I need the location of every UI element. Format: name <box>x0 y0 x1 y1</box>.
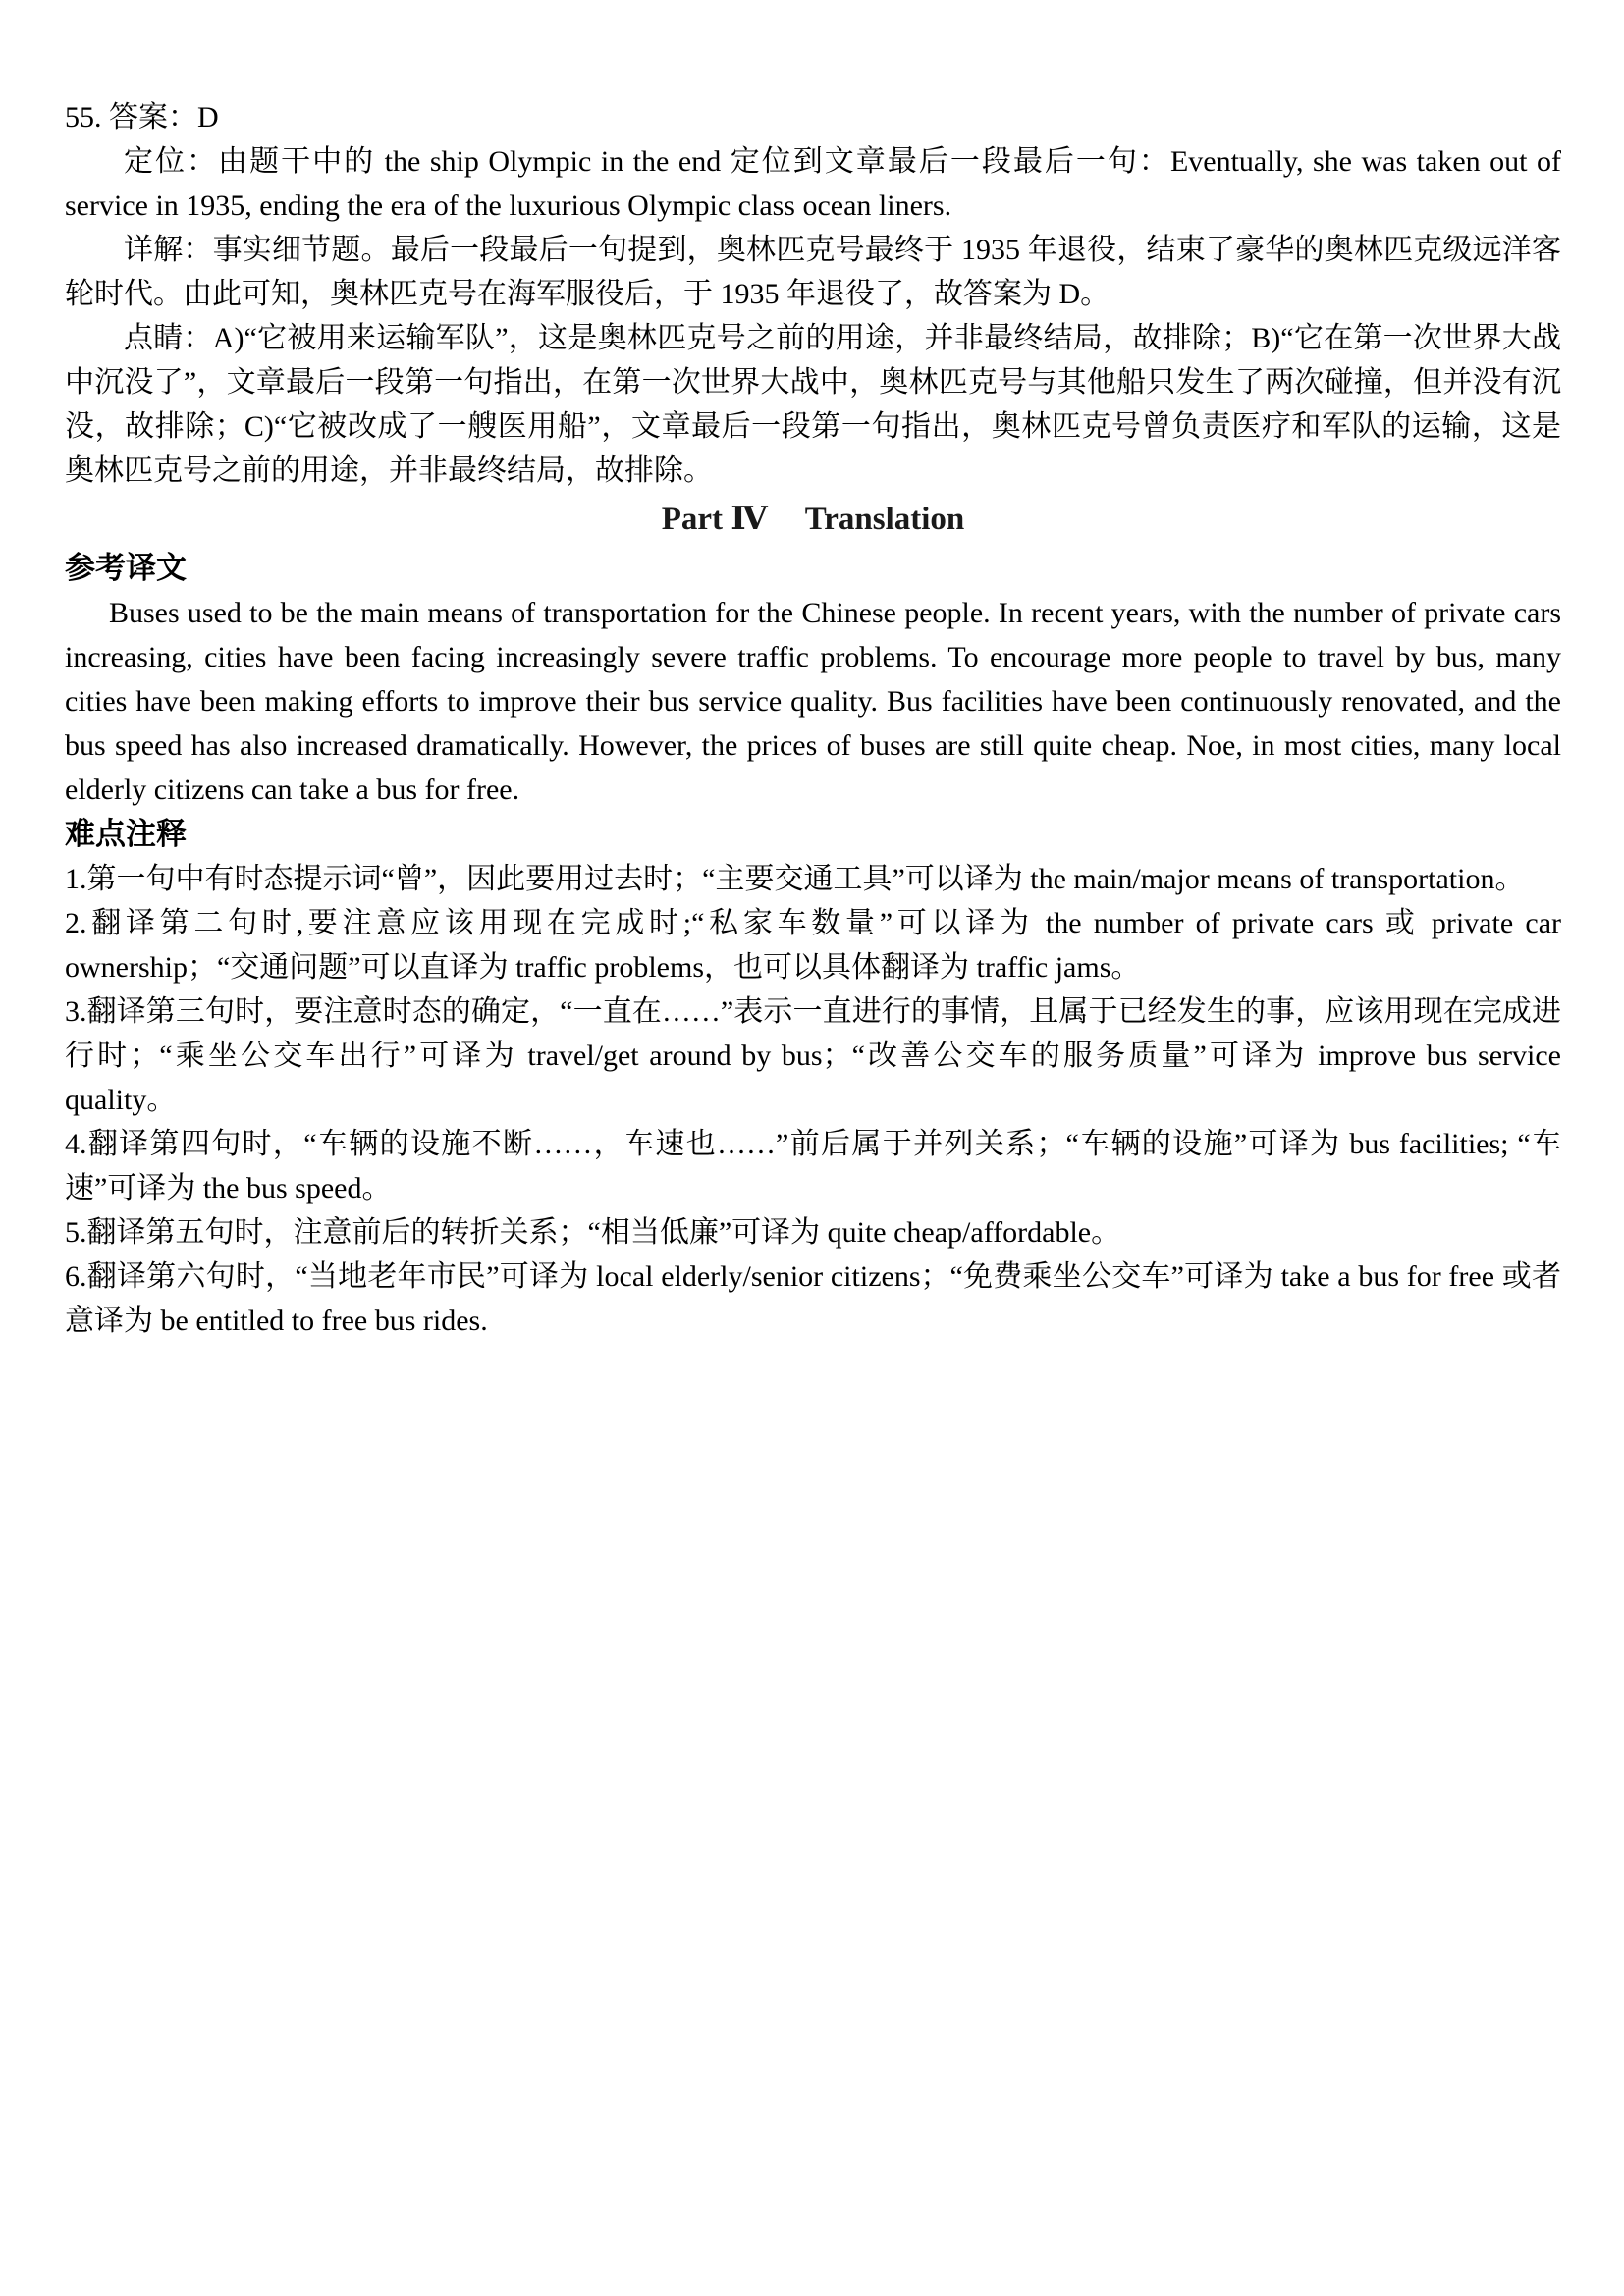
tip-paragraph: 点睛：A)“它被用来运输军队”，这是奥林匹克号之前的用途，并非最终结局，故排除；B)“它在第一次世界大战中沉没了”，文章最后一段第一句指出，在第一次世界大战中，奥林匹克号与其他船只发生了两次碰撞，但并没有沉没，故排除；C)“它被改成了一艘医用船”，文章最后一段第一句指出，奥林匹克号曾负责医疗和军队的运输，这是奥林匹克号之前的用途，并非最终结局，故排除。 <box>65 322 1561 487</box>
notes-heading: 难点注释 <box>65 817 187 851</box>
part-heading <box>65 495 1561 544</box>
locate-paragraph: 定位：由题干中的 the ship Olympic in the end 定位到文章最后一段最后一句：Eventually, she was taken out of service in 1935, ending the era of the luxurious Olympic class ocean liners. <box>65 145 1561 222</box>
note-item: 1.第一句中有时态提示词“曾”，因此要用过去时；“主要交通工具”可以译为 the main/major means of transportation。 <box>65 863 1525 895</box>
note-item: 3.翻译第三句时，要注意时态的确定，“一直在……”表示一直进行的事情，且属于已经发生的事，应该用现在完成进行时；“乘坐公交车出行”可译为 travel/get around by bus；“改善公交车的服务质量”可译为 improve bus service quality。 <box>65 995 1561 1116</box>
note-item: 2.翻译第二句时,要注意应该用现在完成时;“私家车数量”可以译为 the number of private cars 或 private car ownership；“交通问题”可以直译为 traffic problems，也可以具体翻译为 traffic jams。 <box>65 907 1561 984</box>
note-item: 6.翻译第六句时，“当地老年市民”可译为 local elderly/senior citizens；“免费乘坐公交车”可译为 take a bus for free 或者意译为 be entitled to free bus rides. <box>65 1260 1561 1337</box>
part-title: Translation <box>804 502 965 537</box>
note-item: 5.翻译第五句时，注意前后的转折关系；“相当低廉”可译为 quite cheap/affordable。 <box>65 1216 1121 1249</box>
part-label: Part Ⅳ <box>661 502 768 537</box>
reference-paragraph: Buses used to be the main means of transportation for the Chinese people. In recent years, with the number of private cars increasing, cities have been facing increasingly severe traffic problems. To encourage more people to travel by bus, many cities have been making efforts to improve their bus service quality. Bus facilities have been continuously renovated, and the bus speed has also increased dramatically. However, the prices of buses are still quite cheap. Noe, in most cities, many local elderly citizens can take a bus for free. <box>65 597 1561 806</box>
reference-heading: 参考译文 <box>65 551 187 585</box>
answer-line: 55. 答案：D <box>65 101 219 133</box>
detail-paragraph: 详解：事实细节题。最后一段最后一句提到，奥林匹克号最终于 1935 年退役，结束了豪华的奥林匹克级远洋客轮时代。由此可知，奥林匹克号在海军服役后，于 1935 年退役了，故答案为 D。 <box>65 234 1561 310</box>
note-item: 4.翻译第四句时，“车辆的设施不断……，车速也……”前后属于并列关系；“车辆的设施”可译为 bus facilities; “车速”可译为 the bus speed。 <box>65 1128 1561 1204</box>
